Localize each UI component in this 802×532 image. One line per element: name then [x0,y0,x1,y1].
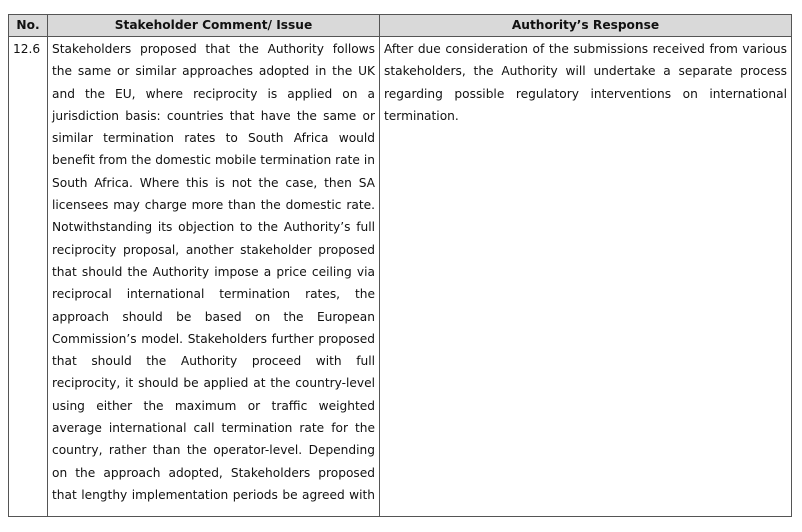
comment-line: approach should be based on the European [52,309,375,324]
comment-line: that lengthy implementation periods be agreed with [52,487,375,502]
comment-line: similar termination rates to South Africa would [52,131,375,146]
comment-line: country, rather than the operator-level. Depending [52,443,375,458]
comment-line: the same or similar approaches adopted in the UK [52,64,375,79]
comment-line: Stakeholders proposed that the Authority follows [52,42,375,56]
comment-line: benefit from the domestic mobile termination rate in [52,153,375,168]
comment-line: jurisdiction basis: countries that have the same or [52,108,375,123]
row-number: 12.6 [9,37,48,517]
comment-line: that should the Authority proceed with full [52,354,375,369]
comment-line: South Africa. Where this is not the case, then SA [52,175,375,190]
comment-line: using either the maximum or traffic weighted [52,398,375,413]
comment-line: average international call termination rate for the [52,421,375,436]
response-line: stakeholders, the Authority will undertake a separate process [384,64,787,79]
table-row [9,37,792,517]
comments-table [8,14,792,517]
header-authority-response: Authority’s Response [380,15,792,37]
authority-response-cell [380,37,792,517]
table-header-row [9,15,792,37]
comment-line: that should the Authority impose a price ceiling via [52,264,375,279]
comment-line: and the EU, where reciprocity is applied on a [52,86,375,101]
response-line: termination. [384,108,459,123]
comment-line: reciprocity, it should be applied at the country-level [52,376,375,391]
comment-line: on the approach adopted, Stakeholders proposed [52,465,375,480]
comment-line: Notwithstanding its objection to the Authority’s full [52,220,375,235]
response-line: regarding possible regulatory interventions on international [384,86,787,101]
comment-line: reciprocity proposal, another stakeholder proposed [52,242,375,257]
response-line: After due consideration of the submissions received from various [384,42,787,56]
stakeholder-comment-cell [48,37,380,517]
comment-line: reciprocal international termination rates, the [52,287,375,302]
header-no: No. [9,15,48,37]
header-stakeholder-comment: Stakeholder Comment/ Issue [48,15,380,37]
comment-line: Commission’s model. Stakeholders further proposed [52,331,375,346]
comment-line: licensees may charge more than the domestic rate. [52,198,375,213]
